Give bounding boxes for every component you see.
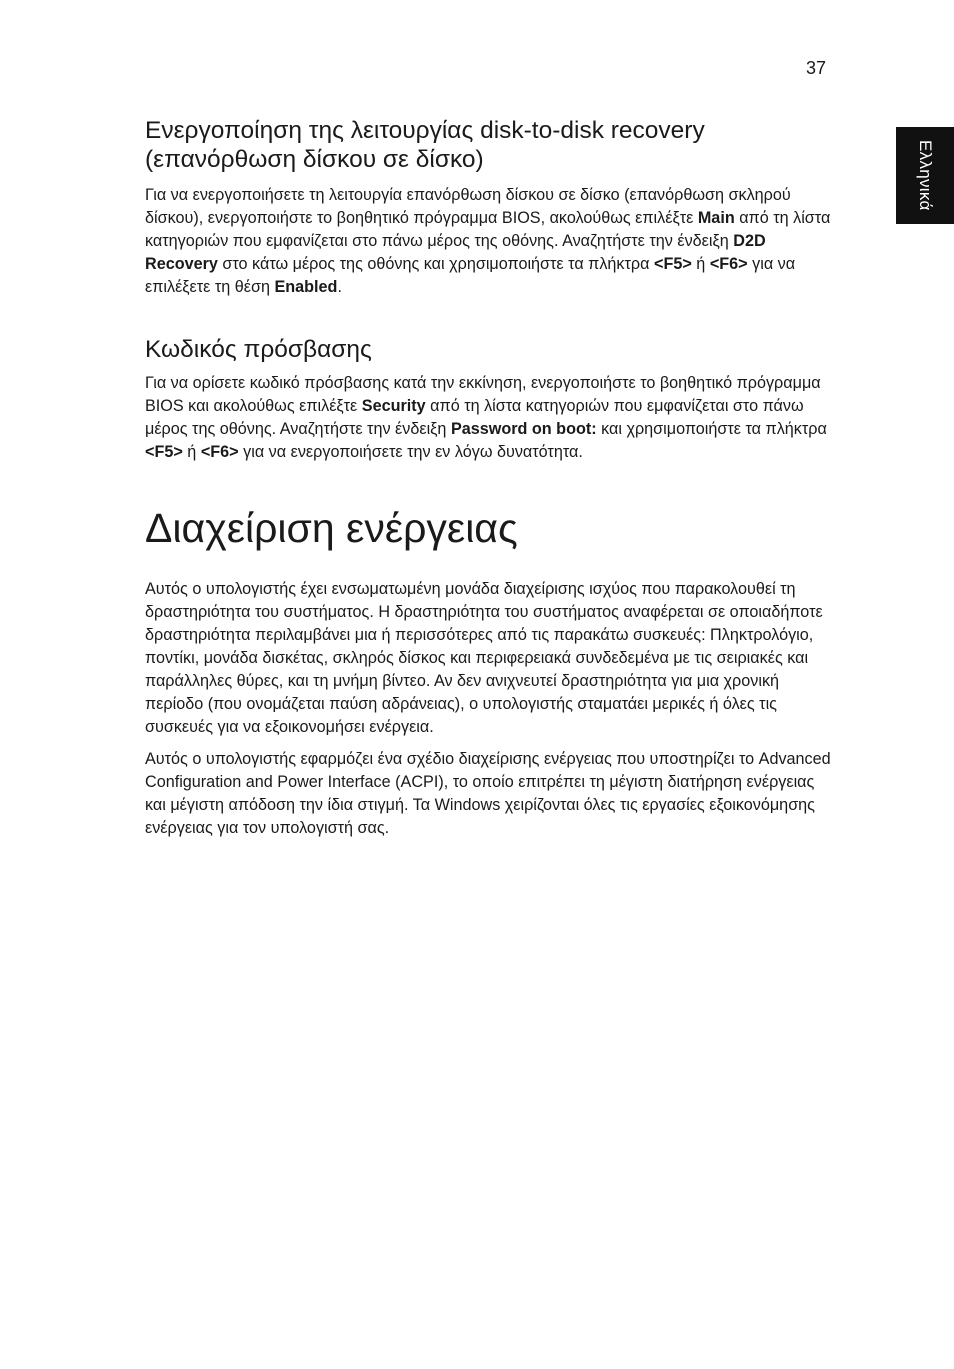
bold-term: <F5>	[145, 443, 183, 461]
section-password	[145, 335, 835, 464]
page-content	[145, 116, 835, 840]
language-tab-label: Ελληνικά	[916, 140, 935, 211]
bold-term: Password on boot:	[450, 420, 597, 438]
chapter-title-power-management: Διαχείριση ενέργειας	[145, 505, 518, 551]
page-number: 37	[806, 58, 827, 78]
title-line-1: Ενεργοποίηση της λειτουργίας disk-to-disk recovery	[145, 117, 705, 144]
section-power-management	[145, 504, 835, 840]
section-disk-recovery	[145, 116, 835, 299]
bold-term: <F5>	[654, 255, 692, 273]
bold-term: D2D Recovery	[145, 232, 766, 273]
power-paragraph-1: Αυτός ο υπολογιστής έχει ενσωματωμένη μονάδα διαχείρισης ισχύος που παρακολουθεί τη δραστηριότητα του συστήματος. Η δραστηριότητα του συστήματος αναφέρεται σε οποιαδήποτε δραστηριότητα περιλαμβάνει μια ή περισσότερες από τις παρακάτω συσκευές: Πληκτρολόγιο, ποντίκι, μονάδα δισκέτας, σκληρός δίσκος και περιφερειακά συνδεδεμένα με τις σειριακές και παράλληλες θύρες, και τη μνήμη βίντεο. Αν δεν ανιχνευτεί δραστηριότητα για μια χρονική περίοδο (που ονομάζεται παύση αδράνειας), ο υπολογιστής σταματάει μερικές ή όλες τις συσκευές για να εξοικονομήσει ενέργεια.	[145, 580, 823, 736]
power-paragraph-2: Αυτός ο υπολογιστής εφαρμόζει ένα σχέδιο διαχείρισης ενέργειας που υποστηρίζει το Advanced Configuration and Power Interface (ACPI), το οποίο επιτρέπει τη μέγιστη διατήρηση ενέργειας και μέγιστη απόδοση την ίδια στιγμή. Τα Windows χειρίζονται όλες τις εργασίες εξοικονόμησης ενέργειας για τον υπολογιστή σας.	[145, 750, 831, 837]
bold-term: Enabled	[274, 278, 338, 296]
password-paragraph: Για να ορίσετε κωδικό πρόσβασης κατά την εκκίνηση, ενεργοποιήστε το βοηθητικό πρόγραμμα BIOS και ακολούθως επιλέξτε Security από τη λίστα κατηγοριών που εμφανίζεται στο πάνω μέρος της οθόνης. Αναζητήστε την ένδειξη Password on boot: και χρησιμοποιήστε τα πλήκτρα <F5> ή <F6> για να ενεργοποιήσετε την εν λόγω δυνατότητα.	[145, 374, 827, 461]
section-title-password: Κωδικός πρόσβασης	[145, 336, 372, 363]
bold-term: <F6>	[200, 443, 239, 461]
bold-term: <F6>	[709, 255, 748, 273]
bold-term: Main	[697, 209, 735, 227]
bold-term: Security	[361, 397, 426, 415]
language-tab	[896, 127, 954, 224]
section-title-disk-recovery	[145, 116, 835, 174]
disk-recovery-paragraph: Για να ενεργοποιήσετε τη λειτουργία επανόρθωση δίσκου σε δίσκο (επανόρθωση σκληρού δίσκου), ενεργοποιήστε το βοηθητικό πρόγραμμα BIOS, ακολούθως επιλέξτε Main από τη λίστα κατηγοριών που εμφανίζεται στο πάνω μέρος της οθόνης. Αναζητήστε την ένδειξη D2D Recovery στο κάτω μέρος της οθόνης και χρησιμοποιήστε τα πλήκτρα <F5> ή <F6> για να επιλέξετε τη θέση Enabled.	[145, 186, 831, 296]
title-line-2: (επανόρθωση δίσκου σε δίσκο)	[145, 146, 484, 173]
